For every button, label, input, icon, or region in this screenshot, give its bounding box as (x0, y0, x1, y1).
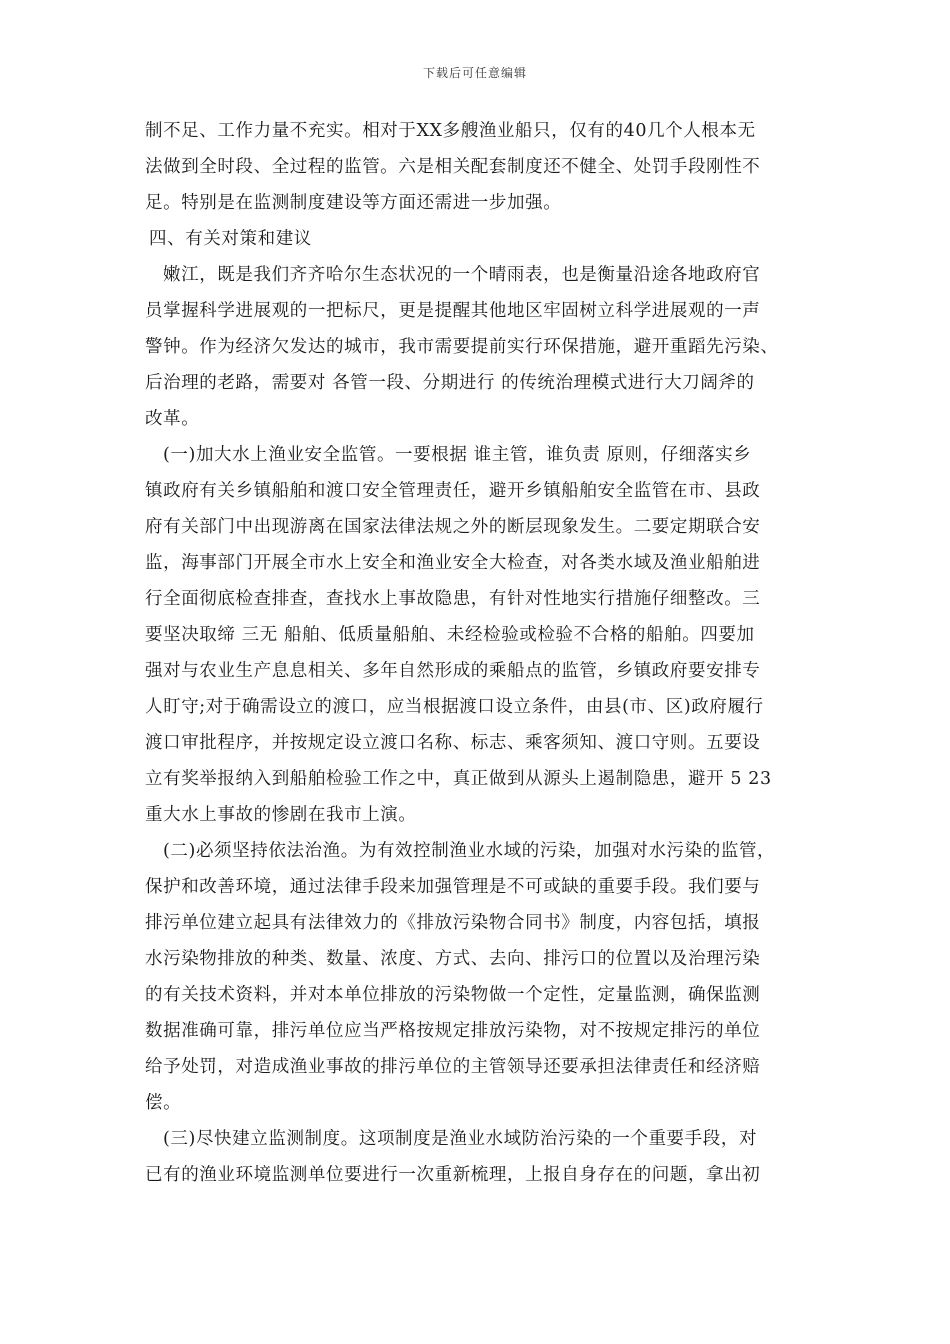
text-line: 监，海事部门开展全市水上安全和渔业安全大检查，对各类水域及渔业船舶进 (145, 553, 761, 573)
text-line: 强对与农业生产息息相关、多年自然形成的乘船点的监管，乡镇政府要安排专 (145, 661, 761, 681)
text-line: 给予处罚，对造成渔业事故的排污单位的主管领导还要承担法律责任和经济赔 (145, 1057, 761, 1077)
text-line: 人盯守;对于确需设立的渡口，应当根据渡口设立条件，由县(市、区)政府履行 (145, 697, 764, 717)
text-line: 改革。 (145, 409, 200, 429)
text-line: 四、有关对策和建议 (149, 229, 312, 249)
text-line: 立有奖举报纳入到船舶检验工作之中，真正做到从源头上遏制隐患，避开 5 23 (145, 769, 772, 789)
text-line: (二)必须坚持依法治渔。为有效控制渔业水域的污染，加强对水污染的监管， (163, 841, 776, 861)
text-line: 水污染物排放的种类、数量、浓度、方式、去向、排污口的位置以及治理污染 (145, 949, 761, 969)
text-line: 的有关技术资料，并对本单位排放的污染物做一个定性，定量监测，确保监测 (145, 985, 761, 1005)
text-line: (三)尽快建立监测制度。这项制度是渔业水域防治污染的一个重要手段，对 (163, 1129, 758, 1149)
text-line: 排污单位建立起具有法律效力的《排放污染物合同书》制度，内容包括，填报 (145, 913, 761, 933)
text-line: 偿。 (145, 1093, 182, 1113)
text-line: 已有的渔业环境监测单位要进行一次重新梳理，上报自身存在的问题，拿出初 (145, 1165, 761, 1185)
text-line: 重大水上事故的惨剧在我市上演。 (145, 805, 417, 825)
text-line: (一)加大水上渔业安全监管。一要根据 谁主管，谁负责 原则，仔细落实乡 (163, 445, 752, 465)
text-line: 保护和改善环境，通过法律手段来加强管理是不可或缺的重要手段。我们要与 (145, 877, 761, 897)
text-line: 数据准确可靠，排污单位应当严格按规定排放污染物，对不按规定排污的单位 (145, 1021, 761, 1041)
text-line: 警钟。作为经济欠发达的城市，我市需要提前实行环保措施，避开重蹈先污染、 (145, 337, 779, 357)
document-body (145, 113, 807, 1193)
page-header: 下载后可任意编辑 (422, 66, 527, 80)
text-line: 嫩江，既是我们齐齐哈尔生态状况的一个晴雨表，也是衡量沿途各地政府官 (163, 265, 761, 285)
text-line: 足。特别是在监测制度建设等方面还需进一步加强。 (145, 193, 562, 213)
text-line: 法做到全时段、全过程的监管。六是相关配套制度还不健全、处罚手段刚性不 (145, 157, 761, 177)
text-line: 员掌握科学进展观的一把标尺，更是提醒其他地区牢固树立科学进展观的一声 (145, 301, 761, 321)
text-line: 要坚决取缔 三无 船舶、低质量船舶、未经检验或检验不合格的船舶。四要加 (145, 625, 755, 645)
text-line: 镇政府有关乡镇船舶和渡口安全管理责任，避开乡镇船舶安全监管在市、县政 (145, 481, 761, 501)
text-line: 渡口审批程序，并按规定设立渡口名称、标志、乘客须知、渡口守则。五要设 (145, 733, 761, 753)
text-line: 制不足、工作力量不充实。相对于XX多艘渔业船只，仅有的40几个人根本无 (145, 121, 756, 141)
text-line: 府有关部门中出现游离在国家法律法规之外的断层现象发生。二要定期联合安 (145, 517, 761, 537)
text-line: 行全面彻底检查排查，查找水上事故隐患，有针对性地实行措施仔细整改。三 (145, 589, 761, 609)
text-line: 后治理的老路，需要对 各管一段、分期进行 的传统治理模式进行大刀阔斧的 (145, 373, 755, 393)
